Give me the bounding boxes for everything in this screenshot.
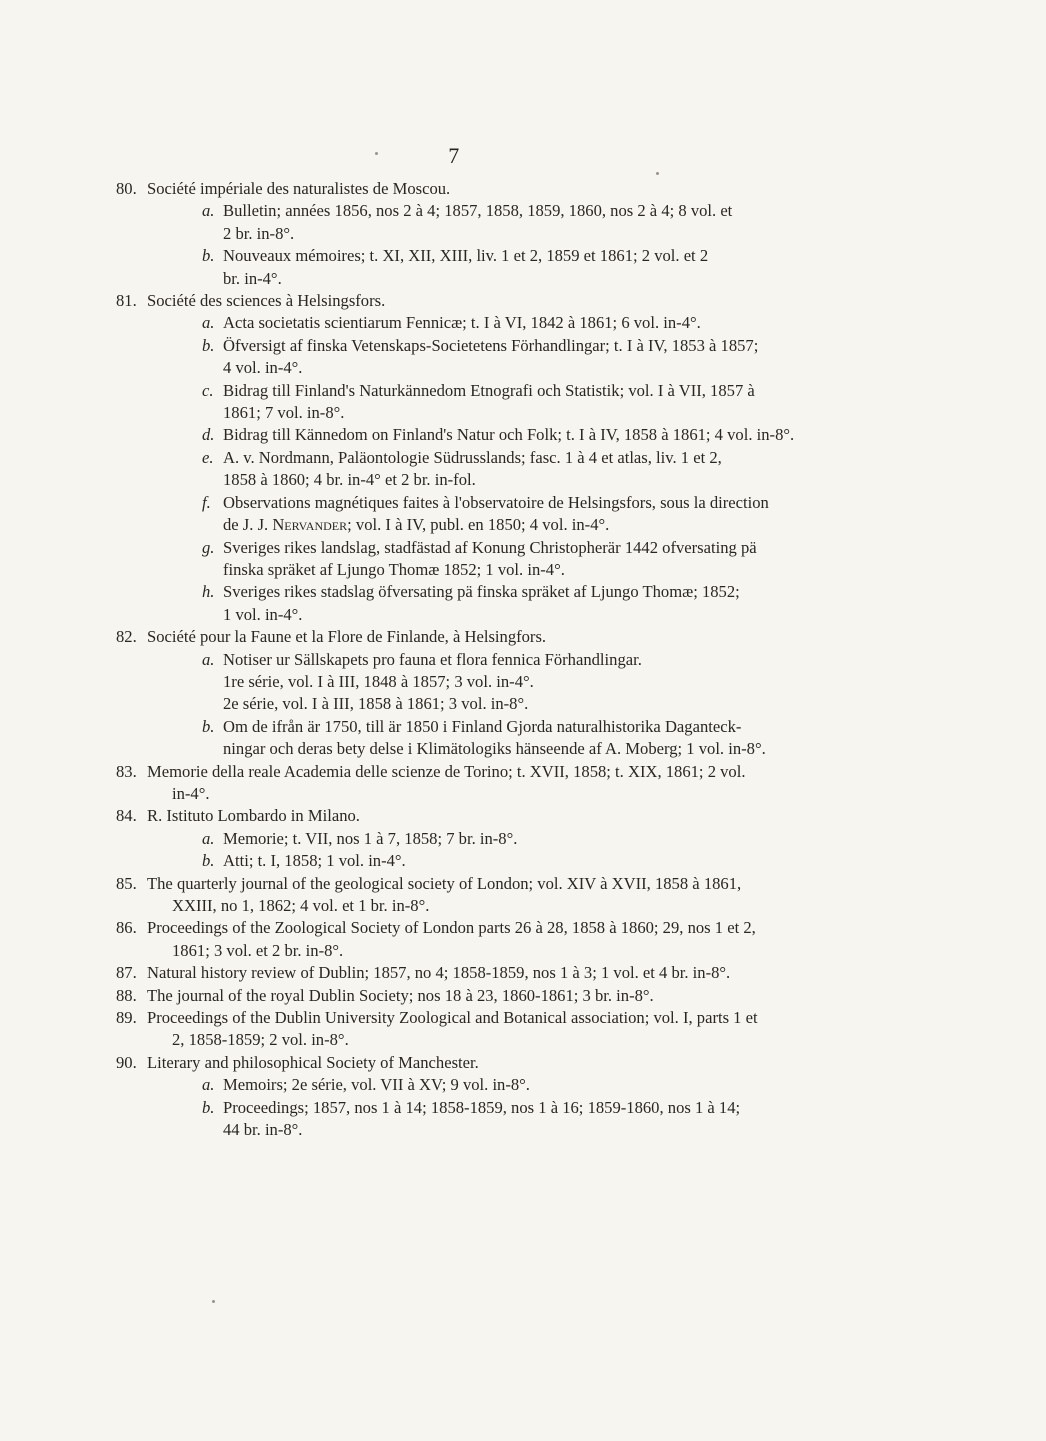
- entry-title-line: [116, 761, 806, 783]
- catalog-entry: [116, 962, 806, 984]
- catalog-entry: [116, 873, 806, 918]
- sub-entry-text: Proceedings; 1857, nos 1 à 14; 1858-1859, nos 1 à 16; 1859-1860, nos 1 à 14;: [223, 1097, 741, 1117]
- sub-entry-letter: e.: [202, 447, 214, 467]
- sub-entry-text: Nouveaux mémoires; t. XI, XII, XIII, liv. 1 et 2, 1859 et 1861; 2 vol. et 2: [223, 246, 709, 266]
- sub-entry-text: ; vol. I à IV, publ. en 1850; 4 vol. in-4°.: [347, 515, 610, 535]
- sub-entry-continuation: [116, 514, 806, 536]
- entry-title-line: [116, 1007, 806, 1029]
- catalog-entry: [116, 178, 806, 290]
- entry-title-line: [116, 873, 806, 895]
- catalog-entry: [116, 1052, 806, 1142]
- entry-title: Memorie della reale Academia delle scienze de Torino; t. XVII, 1858; t. XIX, 1861; 2 vol.: [147, 761, 746, 781]
- entry-continuation: in-4°.: [172, 783, 210, 803]
- entry-number: 84.: [116, 806, 137, 826]
- entry-title: Natural history review of Dublin; 1857, no 4; 1858-1859, nos 1 à 3; 1 vol. et 4 br. in-8°.: [147, 963, 731, 983]
- sub-entry-line: [116, 380, 806, 402]
- sub-entry-text: Notiser ur Sällskapets pro fauna et flora fennica Förhandlingar.: [223, 649, 642, 669]
- sub-entry-letter: a.: [202, 649, 215, 669]
- catalog-entry: [116, 805, 806, 872]
- sub-entry-continuation: finska spräket af Ljungo Thomæ 1852; 1 vol. in-4°.: [223, 559, 565, 579]
- sub-entry-letter: a.: [202, 1075, 215, 1095]
- sub-entry-continuation: 44 br. in-8°.: [223, 1120, 303, 1140]
- sub-entry-line: [116, 537, 806, 559]
- sub-entry-letter: a.: [202, 313, 215, 333]
- sub-entry-text: A. v. Nordmann, Paläontologie Südrusslands; fasc. 1 à 4 et atlas, liv. 1 et 2,: [223, 447, 722, 467]
- sub-entry-text: Sveriges rikes landslag, stadfästad af Konung Christopherär 1442 ofversating pä: [223, 537, 757, 557]
- sub-entry-text: Öfversigt af finska Vetenskaps-Societetens Förhandlingar; t. I à IV, 1853 à 1857;: [223, 335, 759, 355]
- speck: [212, 1300, 215, 1303]
- sub-entry-letter: c.: [202, 380, 214, 400]
- sub-entry-line: [116, 850, 806, 872]
- entry-title-line: [116, 290, 806, 312]
- sub-entry-line: [116, 716, 806, 738]
- sub-entry-text: Sveriges rikes stadslag öfversating pä finska spräket af Ljungo Thomæ; 1852;: [223, 582, 740, 602]
- sub-entry-continuation: 1858 à 1860; 4 br. in-4° et 2 br. in-fol.: [223, 470, 476, 490]
- catalog-entries: [116, 178, 806, 1141]
- sub-entry-line: [116, 1097, 806, 1119]
- entry-continuation: XXIII, no 1, 1862; 4 vol. et 1 br. in-8°.: [172, 896, 430, 915]
- sub-entry-text: Atti; t. I, 1858; 1 vol. in-4°.: [223, 851, 406, 871]
- sub-entry-text: Memorie; t. VII, nos 1 à 7, 1858; 7 br. in-8°.: [223, 828, 518, 848]
- entry-title-line: [116, 805, 806, 827]
- sub-entry-text: Acta societatis scientiarum Fennicæ; t. I à VI, 1842 à 1861; 6 vol. in-4°.: [223, 313, 701, 333]
- sub-entry-line: [116, 335, 806, 357]
- entry-title: Proceedings of the Dublin University Zoological and Botanical association; vol. I, parts 1 et: [147, 1008, 758, 1028]
- sub-entry-text: Bidrag till Finland's Naturkännedom Etnografi och Statistik; vol. I à VII, 1857 à: [223, 380, 755, 400]
- page-number: 7: [448, 143, 460, 168]
- sub-entry-letter: b.: [202, 335, 215, 355]
- entry-number: 90.: [116, 1052, 137, 1072]
- sub-entry-line: [116, 581, 806, 603]
- sub-entry-continuation: 4 vol. in-4°.: [223, 358, 303, 378]
- speck: [375, 152, 378, 155]
- entry-number: 83.: [116, 761, 137, 781]
- catalog-entry: [116, 761, 806, 806]
- entry-title: Société des sciences à Helsingsfors.: [147, 291, 386, 311]
- catalog-entry: [116, 626, 806, 760]
- sub-entry-text: 2e série, vol. I à III, 1858 à 1861; 3 vol. in-8°.: [223, 694, 529, 714]
- sub-entry-continuation: br. in-4°.: [223, 268, 282, 288]
- sub-entry-letter: f.: [202, 492, 211, 512]
- catalog-entry: [116, 917, 806, 962]
- entry-number: 85.: [116, 873, 137, 893]
- entry-continuation: 1861; 3 vol. et 2 br. in-8°.: [172, 940, 344, 960]
- entry-title-line: [116, 178, 806, 200]
- entry-title-line: [116, 626, 806, 648]
- sub-entry-letter: b.: [202, 1097, 215, 1117]
- sub-entry-line: [116, 671, 806, 693]
- sub-entry-letter: d.: [202, 425, 215, 445]
- sub-entry-line: [116, 492, 806, 514]
- entry-number: 88.: [116, 985, 137, 1005]
- entry-number: 80.: [116, 179, 137, 198]
- sub-entry-line: [116, 1074, 806, 1096]
- speck: [656, 172, 659, 175]
- sub-entry-continuation: 1 vol. in-4°.: [223, 604, 303, 624]
- sub-entry-line: [116, 649, 806, 671]
- sub-entry-letter: g.: [202, 537, 215, 557]
- sub-entry-letter: b.: [202, 716, 215, 736]
- entry-title: R. Istituto Lombardo in Milano.: [147, 806, 360, 826]
- sub-entry-line: [116, 312, 806, 334]
- sub-entry-continuation: 1861; 7 vol. in-8°.: [223, 403, 345, 423]
- sub-entry-line: [116, 245, 806, 267]
- entry-title: Société impériale des naturalistes de Moscou.: [147, 179, 451, 198]
- entry-title-line: [116, 985, 806, 1007]
- entry-title: Société pour la Faune et la Flore de Finlande, à Helsingfors.: [147, 627, 547, 647]
- entry-title: The journal of the royal Dublin Society; nos 18 à 23, 1860-1861; 3 br. in-8°.: [147, 985, 654, 1005]
- sub-entry-letter: a.: [202, 828, 215, 848]
- sub-entry-continuation: ningar och deras bety delse i Klimätologiks hänseende af A. Moberg; 1 vol. in-8°.: [223, 739, 766, 759]
- entry-title: Proceedings of the Zoological Society of London parts 26 à 28, 1858 à 1860; 29, nos 1 et 2,: [147, 918, 756, 938]
- entry-number: 82.: [116, 627, 137, 647]
- sub-entry-line: [116, 424, 806, 446]
- sub-entry-text: Om de ifrån är 1750, till är 1850 i Finland Gjorda naturalhistorika Daganteck-: [223, 716, 742, 736]
- catalog-entry: [116, 290, 806, 626]
- entry-title: Literary and philosophical Society of Manchester.: [147, 1052, 479, 1072]
- entry-title: The quarterly journal of the geological society of London; vol. XIV à XVII, 1858 à 1861,: [147, 873, 742, 893]
- entry-continuation: 2, 1858-1859; 2 vol. in-8°.: [172, 1030, 349, 1050]
- entry-number: 89.: [116, 1008, 137, 1028]
- sub-entry-text: 1re série, vol. I à III, 1848 à 1857; 3 vol. in-4°.: [223, 671, 534, 691]
- entry-number: 87.: [116, 963, 137, 983]
- sub-entry-letter: h.: [202, 582, 215, 602]
- entry-title-line: [116, 1052, 806, 1074]
- sub-entry-line: [116, 693, 806, 715]
- sub-entry-line: [116, 200, 806, 222]
- sub-entry-continuation: 2 br. in-8°.: [223, 223, 295, 243]
- sub-entry-text: Bulletin; années 1856, nos 2 à 4; 1857, 1858, 1859, 1860, nos 2 à 4; 8 vol. et: [223, 201, 733, 221]
- sub-entry-text: Bidrag till Kännedom on Finland's Natur och Folk; t. I à IV, 1858 à 1861; 4 vol. in-8°.: [223, 425, 795, 445]
- sub-entry-text: de J. J.: [223, 515, 273, 535]
- author-name: Nervander: [272, 515, 348, 535]
- sub-entry-text: Memoirs; 2e série, vol. VII à XV; 9 vol. in-8°.: [223, 1075, 530, 1095]
- entry-number: 81.: [116, 291, 137, 311]
- sub-entry-letter: a.: [202, 201, 215, 221]
- entry-title-line: [116, 917, 806, 939]
- entry-title-line: [116, 962, 806, 984]
- catalog-entry: [116, 985, 806, 1007]
- sub-entry-letter: b.: [202, 851, 215, 871]
- sub-entry-text: Observations magnétiques faites à l'observatoire de Helsingsfors, sous la direction: [223, 492, 769, 512]
- entry-number: 86.: [116, 918, 137, 938]
- catalog-entry: [116, 1007, 806, 1052]
- sub-entry-line: [116, 447, 806, 469]
- sub-entry-line: [116, 828, 806, 850]
- sub-entry-letter: b.: [202, 246, 215, 266]
